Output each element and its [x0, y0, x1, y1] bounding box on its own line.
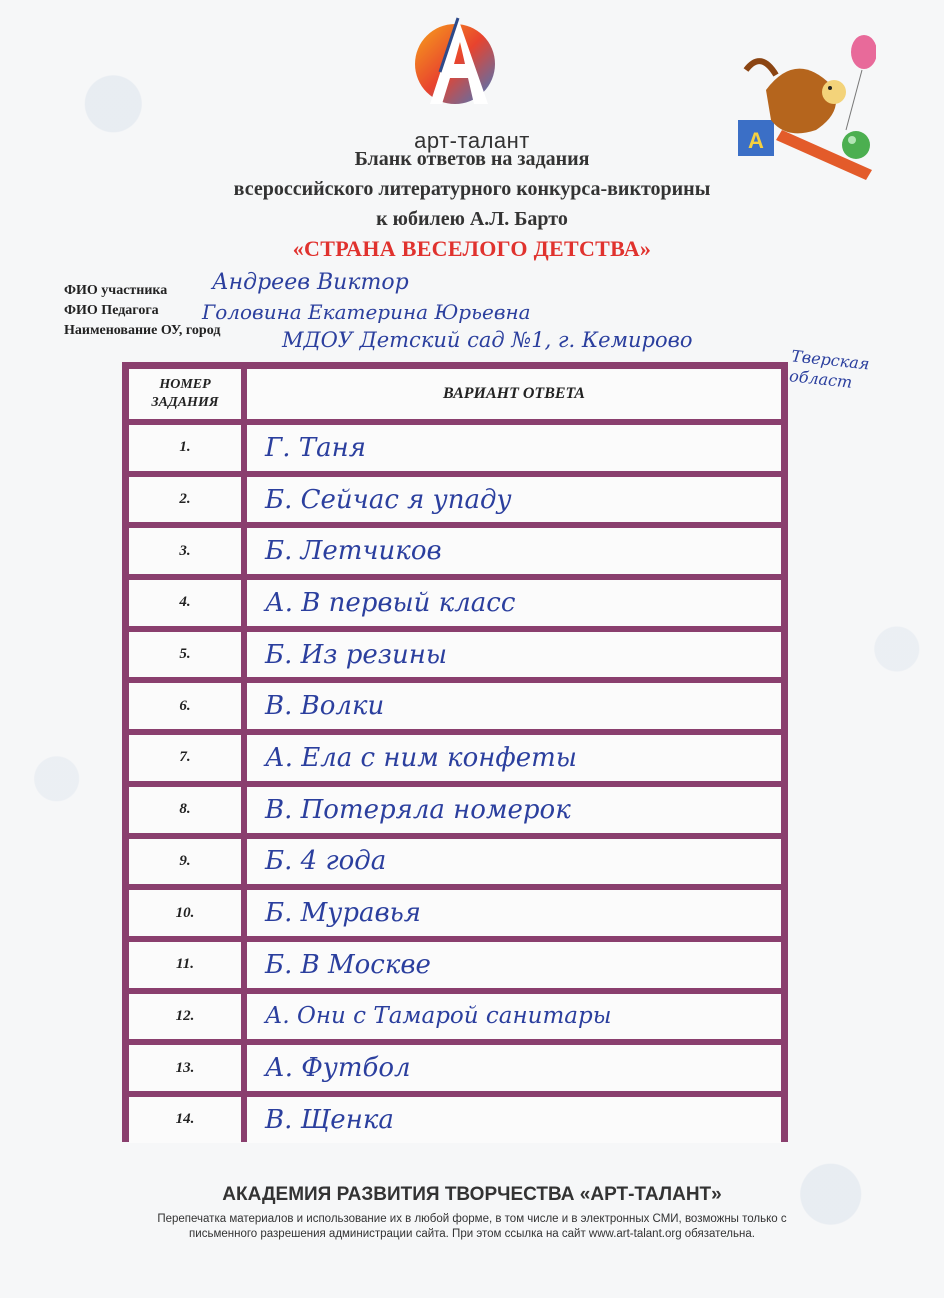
row-number: 8.: [129, 787, 241, 833]
row-number: 11.: [129, 942, 241, 988]
table-row: [126, 422, 784, 474]
table-row: [126, 732, 784, 784]
region-note: Тверская област: [788, 346, 871, 392]
footer-title: АКАДЕМИЯ РАЗВИТИЯ ТВОРЧЕСТВА «АРТ-ТАЛАНТ»: [222, 1184, 722, 1205]
svg-text:A: A: [748, 128, 764, 153]
table-header: [126, 366, 784, 422]
table-row: [126, 836, 784, 888]
answer-text: А. Они с Тамарой санитары: [265, 1003, 612, 1030]
answer-cell[interactable]: [247, 735, 781, 781]
table-row: [126, 525, 784, 577]
school-label: Наименование ОУ, город: [64, 323, 221, 338]
row-number: 13.: [129, 1045, 241, 1091]
answer-cell[interactable]: [247, 477, 781, 523]
answer-cell[interactable]: [247, 839, 781, 885]
answer-text: Б. В Москве: [265, 949, 431, 980]
row-number: 2.: [129, 477, 241, 523]
participant-value[interactable]: Андреев Виктор: [212, 270, 409, 295]
table-row: [126, 1094, 784, 1146]
answer-text: В. Потеряла номерок: [265, 794, 571, 825]
answer-cell[interactable]: [247, 528, 781, 574]
answer-table: [122, 362, 788, 1142]
row-number: 6.: [129, 683, 241, 729]
footer-note-line-1: Перепечатка материалов и использование их в любой форме, в том числе и в электронных СМИ, возможны только с: [157, 1213, 787, 1225]
table-row: [126, 991, 784, 1043]
answer-text: Б. Сейчас я упаду: [265, 484, 512, 515]
row-number: 4.: [129, 580, 241, 626]
participant-label: ФИО участника: [64, 283, 168, 298]
answer-text: Б. Муравья: [265, 898, 421, 929]
row-number: 5.: [129, 632, 241, 678]
answer-text: Б. 4 года: [265, 846, 387, 877]
footer-note: [80, 1212, 864, 1242]
answer-cell[interactable]: [247, 632, 781, 678]
brand-name: арт-талант: [414, 128, 530, 153]
school-value[interactable]: МДОУ Детский сад №1, г. Кемирово: [282, 328, 693, 352]
answer-text: В. Волки: [265, 691, 385, 722]
table-row: [126, 1042, 784, 1094]
answer-text: В. Щенка: [265, 1104, 394, 1135]
table-row: [126, 680, 784, 732]
header-answer: ВАРИАНТ ОТВЕТА: [247, 369, 781, 419]
contest-name: «СТРАНА ВЕСЕЛОГО ДЕТСТВА»: [292, 236, 652, 261]
answer-cell[interactable]: [247, 942, 781, 988]
table-row: [126, 474, 784, 526]
row-number: 9.: [129, 839, 241, 885]
teacher-label: ФИО Педагога: [64, 303, 159, 318]
table-row: [126, 577, 784, 629]
answer-cell[interactable]: [247, 425, 781, 471]
row-number: 12.: [129, 994, 241, 1040]
answer-text: А. Ела с ним конфеты: [265, 742, 577, 773]
answer-text: А. В первый класс: [265, 587, 516, 618]
header-number: НОМЕР ЗАДАНИЯ: [129, 369, 241, 419]
row-number: 1.: [129, 425, 241, 471]
row-number: 3.: [129, 528, 241, 574]
answer-text: Г. Таня: [265, 432, 366, 463]
title-line-2: всероссийского литературного конкурса-викторины: [233, 178, 711, 200]
art-talant-logo: [410, 12, 500, 112]
title-line-3: к юбилею А.Л. Барто: [376, 208, 568, 230]
table-row: [126, 887, 784, 939]
answer-cell[interactable]: [247, 580, 781, 626]
answer-text: Б. Из резины: [265, 639, 448, 670]
table-row: [126, 629, 784, 681]
answer-cell[interactable]: [247, 683, 781, 729]
answer-cell[interactable]: [247, 787, 781, 833]
teacher-value[interactable]: Головина Екатерина Юрьевна: [202, 300, 531, 324]
form-title: [0, 144, 944, 264]
table-row: [126, 784, 784, 836]
footer-note-line-2: письменного разрешения администрации сайта. При этом ссылка на сайт www.art-talant.org обязательна.: [189, 1228, 755, 1240]
row-number: 7.: [129, 735, 241, 781]
row-number: 10.: [129, 890, 241, 936]
answer-cell[interactable]: [247, 994, 781, 1040]
answer-text: Б. Летчиков: [265, 536, 442, 567]
answer-cell[interactable]: [247, 1097, 781, 1143]
answer-cell[interactable]: [247, 1045, 781, 1091]
row-number: 14.: [129, 1097, 241, 1143]
title-line-1: Бланк ответов на задания: [354, 148, 590, 170]
answer-text: А. Футбол: [265, 1053, 411, 1084]
table-row: [126, 939, 784, 991]
answer-cell[interactable]: [247, 890, 781, 936]
